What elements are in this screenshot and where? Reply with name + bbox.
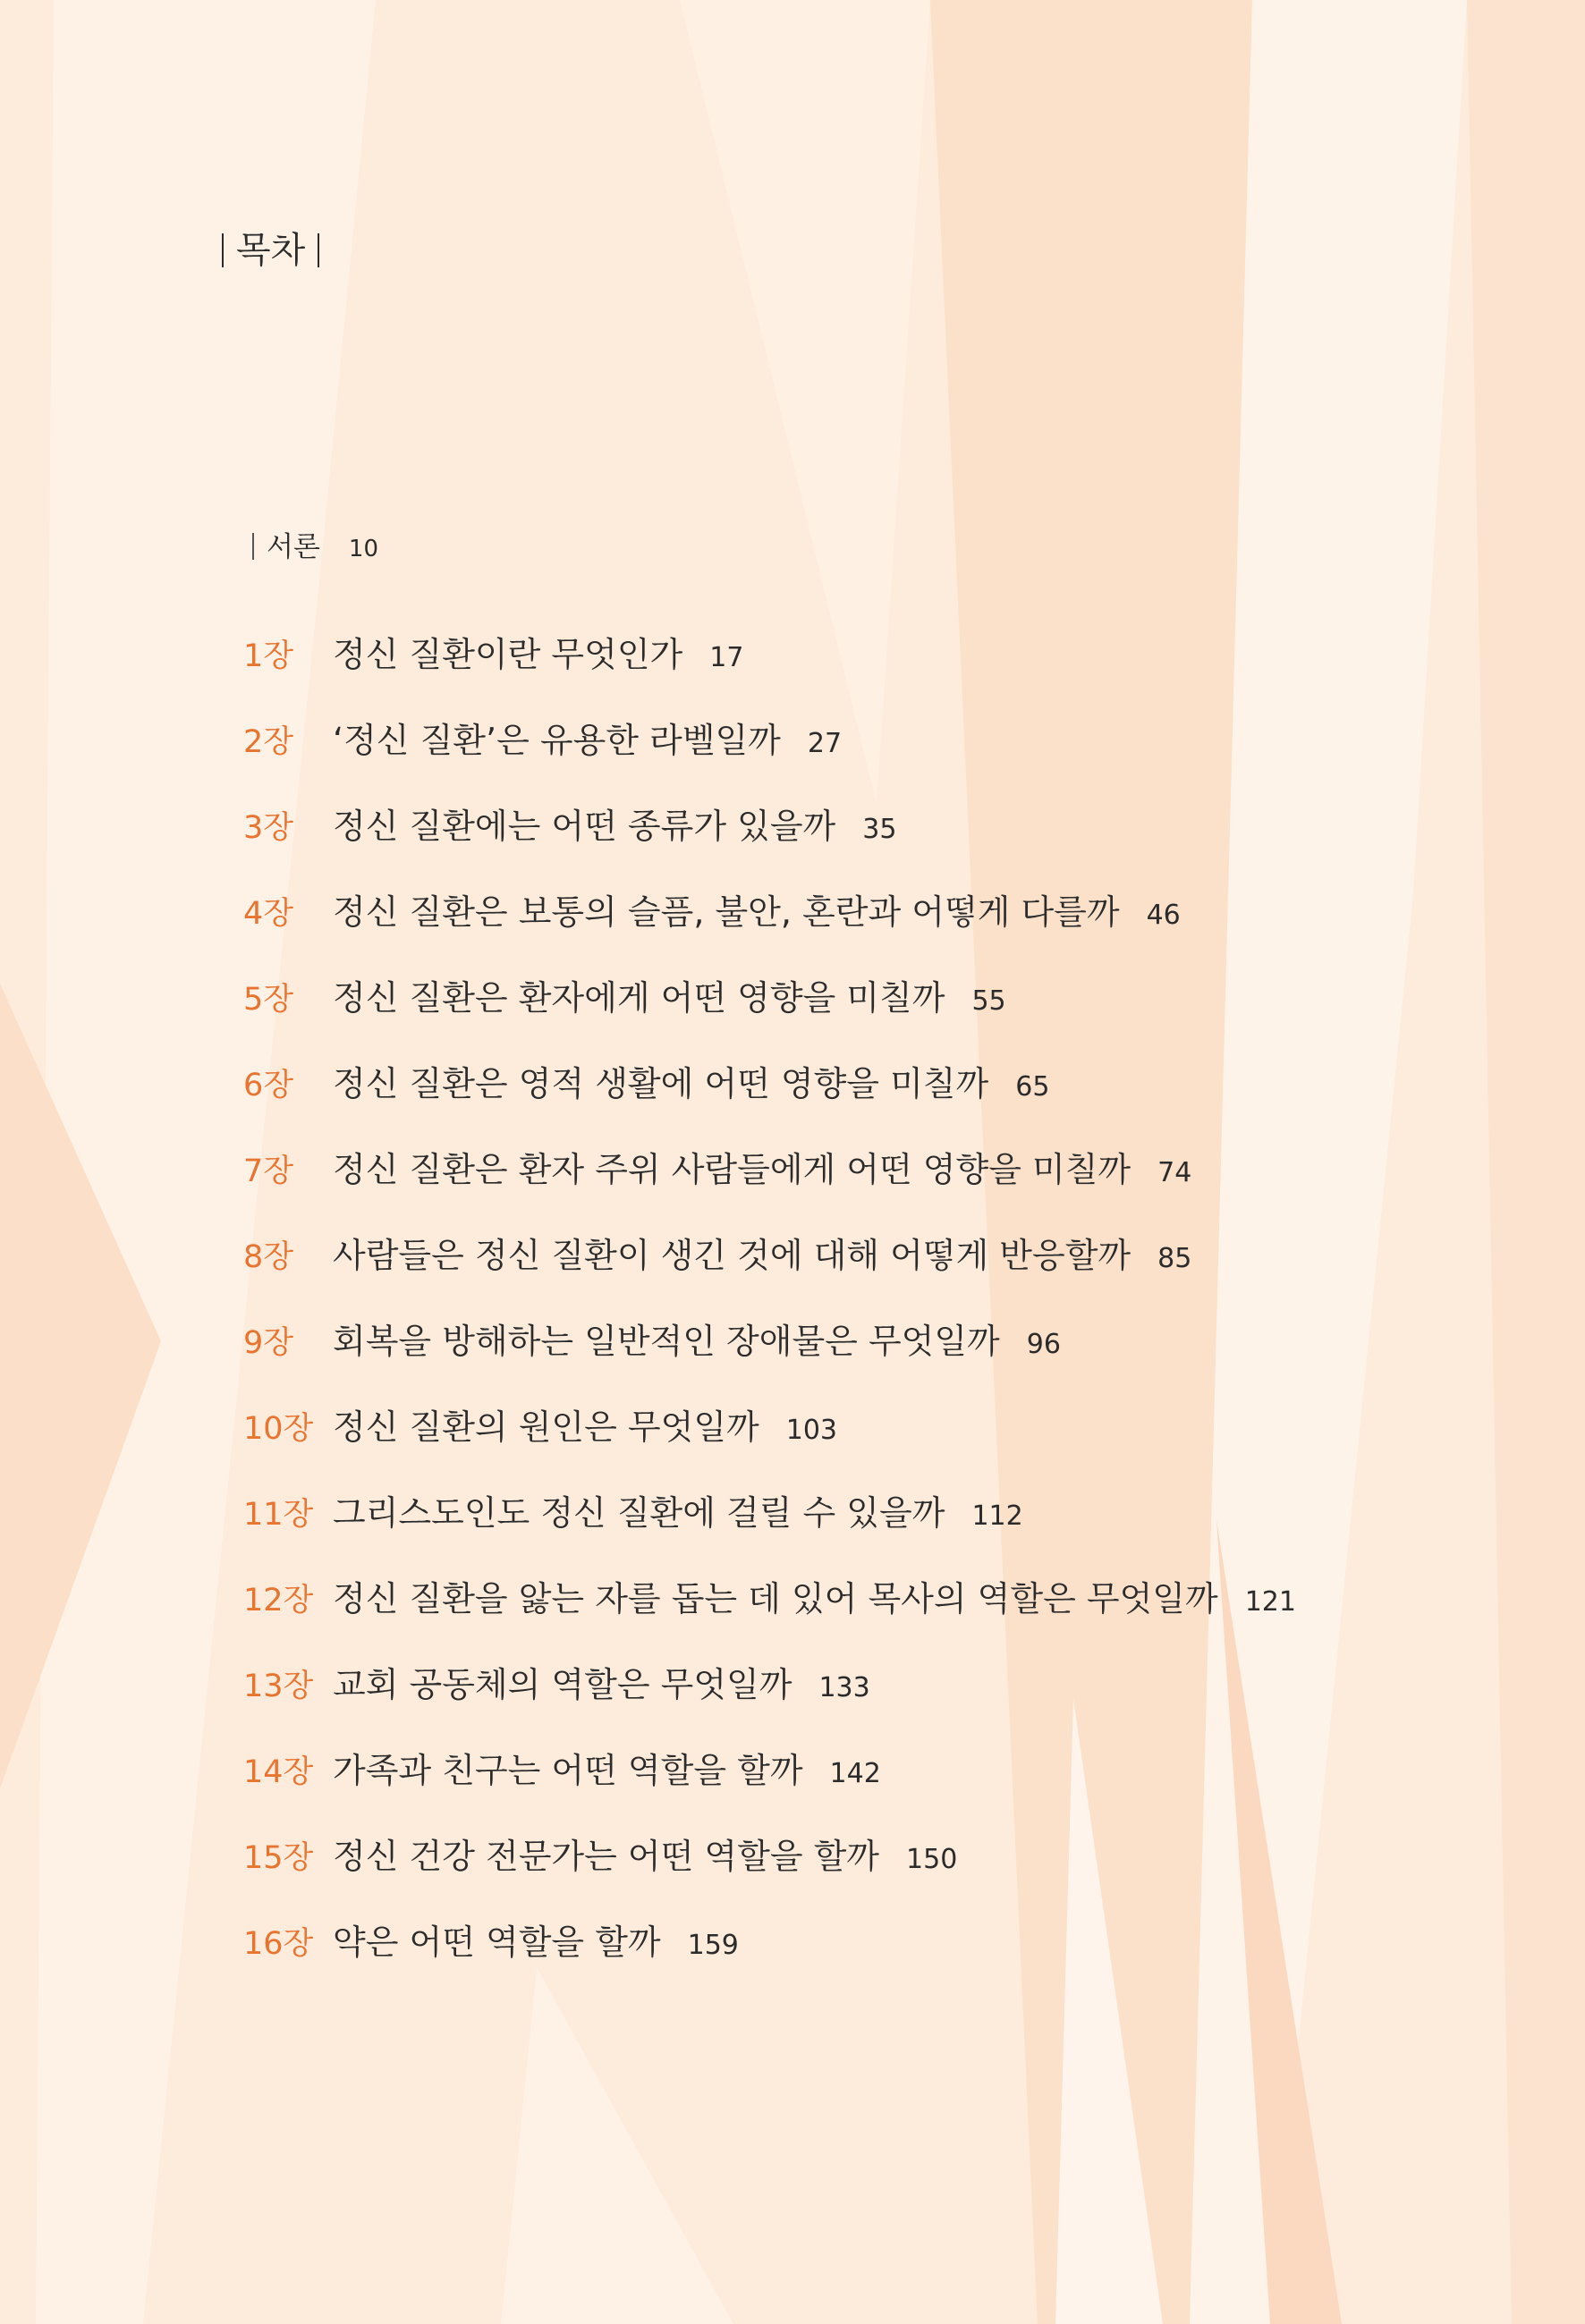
chapter-title: 약은 어떤 역할을 할까 [333,1923,661,1962]
chapter-page-number: 103 [785,1415,838,1446]
chapter-entry[interactable] [243,712,842,769]
chapter-number: 4장 [243,896,294,932]
intro-divider [252,533,254,560]
chapter-page-number: 112 [971,1500,1023,1532]
chapter-page-number: 65 [1015,1071,1050,1103]
chapter-page-number: 35 [862,814,897,845]
chapter-title: 정신 질환은 환자 주위 사람들에게 어떤 영향을 미칠까 [333,1150,1132,1189]
chapter-page-number: 142 [829,1758,881,1789]
heading-divider [318,233,319,267]
intro-page-number: 10 [348,536,378,562]
chapter-page-number: 74 [1157,1157,1192,1188]
chapter-entry[interactable] [243,1742,881,1799]
chapter-entry[interactable] [243,1828,957,1885]
chapter-number: 12장 [243,1583,314,1618]
chapter-number: 5장 [243,982,294,1018]
chapter-number: 10장 [243,1411,314,1447]
chapter-entry[interactable] [243,1399,837,1456]
chapter-number: 13장 [243,1669,314,1704]
chapter-title: 사람들은 정신 질환이 생긴 것에 대해 어떻게 반응할까 [333,1236,1132,1275]
chapter-number: 11장 [243,1497,314,1533]
chapter-number: 15장 [243,1840,314,1876]
chapter-title: 정신 질환은 보통의 슬픔, 불안, 혼란과 어떻게 다를까 [333,892,1120,932]
chapter-entry[interactable] [243,969,1006,1027]
chapter-title: ‘정신 질환’은 유용한 라벨일까 [333,721,781,760]
toc-intro-entry[interactable] [252,529,378,567]
chapter-page-number: 133 [818,1672,870,1703]
chapter-entry[interactable] [243,1914,739,1971]
chapter-title: 그리스도인도 정신 질환에 걸릴 수 있을까 [333,1493,945,1533]
chapter-entry[interactable] [243,1055,1049,1112]
chapter-title: 정신 질환의 원인은 무엇일까 [333,1407,759,1447]
chapter-entry[interactable] [243,1570,1296,1627]
chapter-number: 1장 [243,638,294,674]
chapter-page-number: 159 [687,1930,739,1961]
chapter-page-number: 150 [906,1844,958,1875]
chapter-entry[interactable] [243,798,896,855]
chapter-number: 3장 [243,810,294,846]
chapter-number: 9장 [243,1325,294,1361]
chapter-page-number: 17 [709,642,744,673]
chapter-entry[interactable] [243,1227,1191,1284]
chapter-number: 6장 [243,1068,294,1103]
chapter-page-number: 121 [1244,1586,1296,1618]
toc-heading [222,224,332,277]
chapter-page-number: 96 [1026,1329,1061,1360]
toc-heading-text: 목차 [236,230,306,271]
intro-label: 서론 [267,531,320,563]
chapter-title: 가족과 친구는 어떤 역할을 할까 [333,1751,803,1790]
chapter-title: 회복을 방해하는 일반적인 장애물은 무엇일까 [333,1322,1000,1361]
chapter-title: 정신 질환을 앓는 자를 돕는 데 있어 목사의 역할은 무엇일까 [333,1579,1218,1618]
chapter-entry[interactable] [243,1141,1191,1198]
chapter-number: 7장 [243,1154,294,1189]
chapter-number: 14장 [243,1754,314,1790]
chapter-page-number: 85 [1157,1243,1192,1274]
chapter-entry[interactable] [243,1656,870,1713]
chapter-title: 정신 질환이란 무엇인가 [333,635,683,674]
chapter-number: 16장 [243,1926,314,1962]
chapter-title: 정신 질환은 영적 생활에 어떤 영향을 미칠까 [333,1064,989,1103]
chapter-title: 정신 질환은 환자에게 어떤 영향을 미칠까 [333,978,945,1018]
chapter-entry[interactable] [243,1313,1061,1370]
chapter-entry[interactable] [243,1484,1023,1542]
chapter-page-number: 46 [1146,900,1181,931]
heading-divider [222,233,224,267]
chapter-number: 8장 [243,1239,294,1275]
chapter-title: 교회 공동체의 역할은 무엇일까 [333,1665,792,1704]
chapter-entry[interactable] [243,626,743,683]
chapter-entry[interactable] [243,883,1181,941]
chapter-page-number: 55 [971,985,1006,1017]
chapter-title: 정신 질환에는 어떤 종류가 있을까 [333,807,836,846]
chapter-page-number: 27 [807,728,843,759]
chapter-title: 정신 건강 전문가는 어떤 역할을 할까 [333,1837,880,1876]
chapter-number: 2장 [243,724,294,760]
